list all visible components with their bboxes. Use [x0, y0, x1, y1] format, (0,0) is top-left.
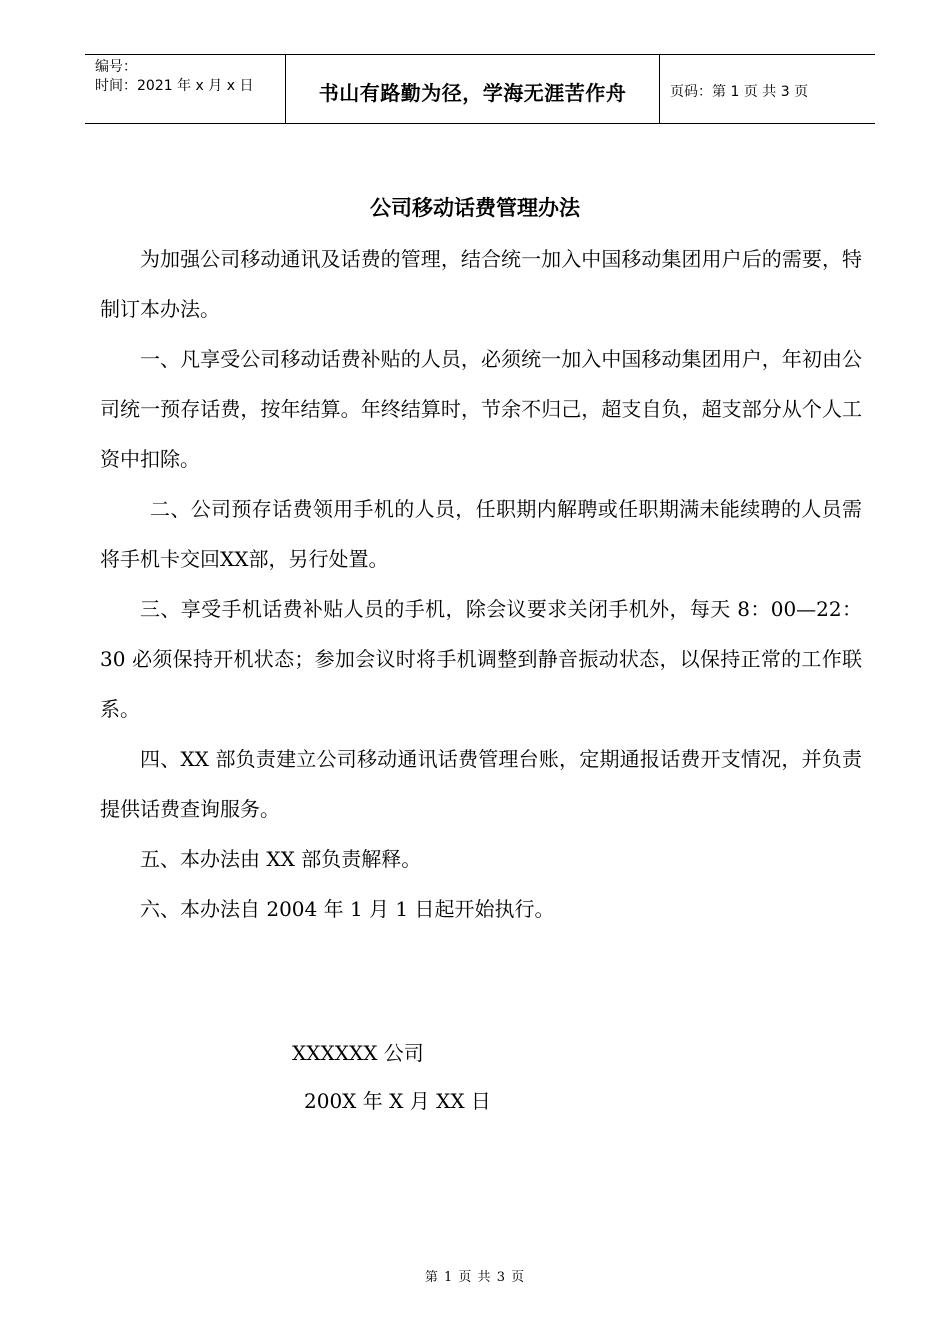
paragraph-article-1: 一、凡享受公司移动话费补贴的人员，必须统一加入中国移动集团用户，年初由公司统一预存话费，按年结算。年终结算时，节余不归己，超支自负，超支部分从个人工资中扣除。: [100, 347, 862, 471]
paragraph-article-6: 六、本办法自 2004 年 1 月 1 日起开始执行。: [140, 897, 555, 921]
document-header: [85, 54, 875, 124]
paragraph-article-2: 二、公司预存话费领用手机的人员，任职期内解聘或任职期满未能续聘的人员需将手机卡交回XX部，另行处置。: [100, 497, 862, 571]
header-motto: 书山有路勤为径，学海无涯苦作舟: [286, 55, 660, 123]
paragraph-intro: 为加强公司移动通讯及话费的管理，结合统一加入中国移动集团用户后的需要，特制订本办法。: [100, 247, 862, 321]
header-page-info: 页码：第 1 页 共 3 页: [670, 84, 809, 100]
paragraph-article-4: 四、XX 部负责建立公司移动通讯话费管理台账，定期通报话费开支情况，并负责提供话费查询服务。: [100, 747, 862, 821]
paragraph-article-5: 五、本办法由 XX 部负责解释。: [140, 847, 422, 871]
signature-date: 200X 年 X 月 XX 日: [304, 1089, 491, 1113]
header-meta-cell: [85, 55, 286, 123]
document-body: [100, 234, 862, 934]
document-title: 公司移动话费管理办法: [370, 196, 580, 220]
paragraph-article-3: 三、享受手机话费补贴人员的手机，除会议要求关闭手机外，每天 8：00—22：30 必须保持开机状态；参加会议时将手机调整到静音振动状态，以保持正常的工作联系。: [100, 597, 862, 721]
page-footer: 第 1 页 共 3 页: [424, 1270, 526, 1285]
header-number-label: 编号：: [95, 59, 137, 75]
header-time-label: 时间：2021 年 x 月 x 日: [95, 78, 254, 94]
signature-company: XXXXXX 公司: [292, 1041, 424, 1065]
